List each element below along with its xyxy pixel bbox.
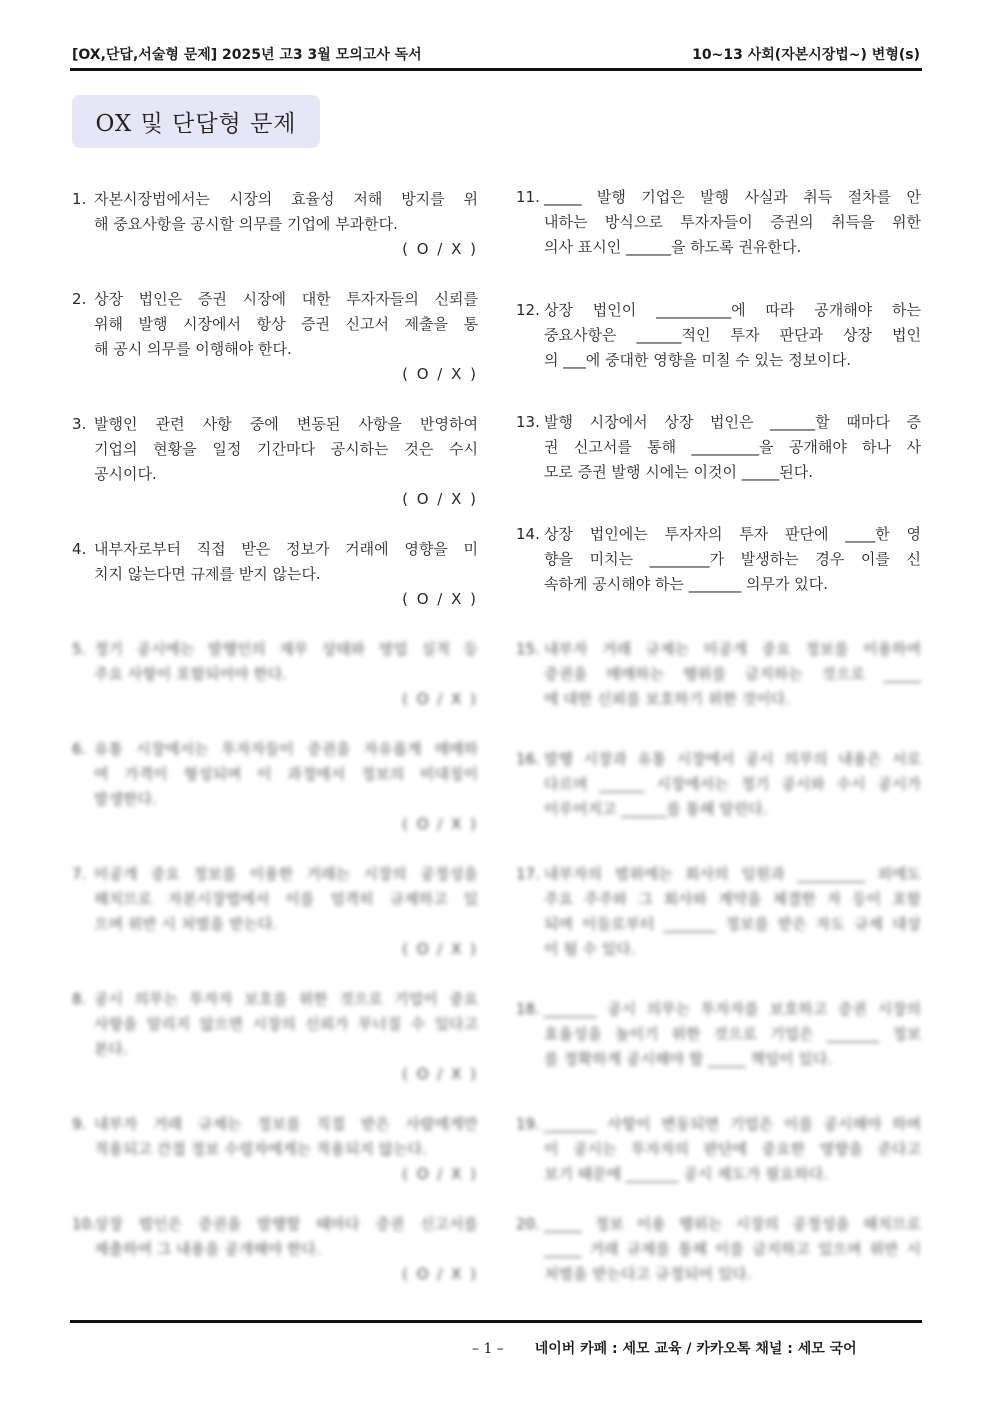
question-text-line: 에 대한 신뢰를 보호하기 위한 것이다.: [544, 690, 790, 708]
left-question-9: [72, 1112, 478, 1187]
question-number: 14.: [516, 525, 540, 543]
question-text-line: 의 ___에 중대한 영향을 미칠 수 있는 정보이다.: [544, 351, 851, 369]
question-text-line: _____ 발행 기업은 발행 사실과 취득 절차를 안: [544, 188, 921, 206]
left-question-4: [72, 537, 478, 612]
question-text-line: _______ 사항이 변동되면 기업은 이를 공시해야 하며: [544, 1115, 921, 1133]
indent: [72, 312, 94, 337]
question-text-line: 기업의 현황을 일정 기간마다 공시하는 것은 수시: [94, 440, 478, 458]
indent: [516, 460, 544, 485]
question-text-line: 정기 공시에는 발행인의 재무 상태와 영업 실적 등: [94, 640, 478, 658]
question-text-line: 중요사항은 ______적인 투자 판단과 상장 법인: [544, 326, 921, 344]
indent: [72, 787, 94, 812]
question-text-line: 치지 않는다면 규제를 받지 않는다.: [94, 565, 321, 583]
question-number: 2.: [72, 290, 87, 308]
indent: [72, 1237, 94, 1262]
left-question-3: [72, 412, 478, 512]
question-text-line: 해 중요사항을 공시할 의무를 기업에 부과한다.: [94, 215, 398, 233]
ox-answer-choice[interactable]: ( O / X ): [402, 1165, 478, 1183]
header-divider: [70, 68, 922, 71]
ox-answer-choice[interactable]: ( O / X ): [402, 815, 478, 833]
indent: [516, 547, 544, 572]
left-question-8: [72, 987, 478, 1087]
ox-answer-choice[interactable]: ( O / X ): [402, 1265, 478, 1283]
ox-answer-choice[interactable]: ( O / X ): [402, 690, 478, 708]
question-text-line: _____ 정보 이용 행위는 시장의 공정성을 해치므로: [544, 1215, 921, 1233]
question-number: 18.: [516, 1000, 540, 1018]
question-text-line: 내부자 거래 규제는 정보를 직접 받은 사람에게만: [94, 1115, 478, 1133]
right-question-2: [516, 298, 921, 373]
footer-divider: [70, 1320, 922, 1323]
question-number: 8.: [72, 990, 87, 1008]
indent: [516, 662, 544, 687]
question-text-line: 사항을 알리지 않으면 시장의 신뢰가 무너질 수 있다고: [94, 1015, 478, 1033]
question-text-line: 미공개 중요 정보를 이용한 거래는 시장의 공정성을: [94, 865, 478, 883]
right-question-7: [516, 862, 921, 962]
indent: [72, 1037, 94, 1062]
indent: [72, 437, 94, 462]
indent: [516, 435, 544, 460]
question-number: 13.: [516, 413, 540, 431]
section-title: OX 및 단답형 문제: [72, 95, 320, 148]
left-question-7: [72, 862, 478, 962]
right-question-3: [516, 410, 921, 485]
question-text-line: 발행 시장에서 상장 법인은 ______할 때마다 증: [544, 413, 921, 431]
right-question-1: [516, 185, 921, 260]
question-number: 16.: [516, 750, 540, 768]
indent: [516, 323, 544, 348]
question-text-line: 여 가격이 형성되며 이 과정에서 정보의 비대칭이: [94, 765, 478, 783]
indent: [72, 887, 94, 912]
indent: [72, 462, 94, 487]
question-text-line: 내부자의 범위에는 회사의 임원과 _________ 외에도: [544, 865, 921, 883]
question-text-line: 상장 법인은 증권 시장에 대한 투자자들의 신뢰를: [94, 290, 478, 308]
question-text-line: 위해 발행 시장에서 항상 증권 신고서 제출을 통: [94, 315, 478, 333]
question-text-line: 처벌을 받는다고 규정되어 있다.: [544, 1265, 752, 1283]
indent: [72, 1137, 94, 1162]
right-question-8: [516, 997, 921, 1072]
question-text-line: 공시 의무는 투자자 보호를 위한 것으로 기업이 중요: [94, 990, 478, 1008]
question-number: 4.: [72, 540, 87, 558]
question-text-line: 보기 때문에 _______ 공시 제도가 필요하다.: [544, 1165, 828, 1183]
right-question-4: [516, 522, 921, 597]
question-number: 10.: [72, 1215, 96, 1233]
indent: [516, 912, 544, 937]
question-text-line: 상장 법인에는 투자자의 투자 판단에 ____한 영: [544, 525, 921, 543]
indent: [516, 1047, 544, 1072]
question-text-line: 발생한다.: [94, 790, 157, 808]
question-number: 3.: [72, 415, 87, 433]
indent: [72, 662, 94, 687]
question-number: 12.: [516, 301, 540, 319]
indent: [72, 762, 94, 787]
question-text-line: 적용되고 간접 정보 수령자에게는 적용되지 않는다.: [94, 1140, 427, 1158]
question-text-line: _______ 공시 의무는 투자자를 보호하고 증권 시장의: [544, 1000, 921, 1018]
question-text-line: _____ 거래 규제를 통해 이를 금지하고 있으며 위반 시: [544, 1240, 921, 1258]
question-number: 1.: [72, 190, 87, 208]
question-text-line: 자본시장법에서는 시장의 효율성 저해 방지를 위: [94, 190, 478, 208]
question-text-line: 효율성을 높이기 위한 것으로 기업은 _______ 정보: [544, 1025, 921, 1043]
question-text-line: 으며 위반 시 처벌을 받는다.: [94, 915, 278, 933]
question-text-line: 내부자 거래 규제는 미공개 중요 정보를 이용하여: [544, 640, 921, 658]
indent: [72, 1012, 94, 1037]
question-text-line: 발행 시장과 유통 시장에서 공시 의무의 내용은 서로: [544, 750, 921, 768]
question-text-line: 공시이다.: [94, 465, 157, 483]
question-number: 6.: [72, 740, 87, 758]
question-text-line: 되며 이들로부터 _______ 정보를 받은 자도 규제 대상: [544, 915, 921, 933]
left-question-5: [72, 637, 478, 712]
right-question-9: [516, 1112, 921, 1187]
question-text-line: 증권을 매매하는 행위를 금지하는 것으로 _____: [544, 665, 921, 683]
header-subtitle: 10~13 사회(자본시장법~) 변형(s): [692, 47, 920, 63]
question-text-line: 속하게 공시해야 하는 _______ 의무가 있다.: [544, 575, 828, 593]
page-footer: [472, 1338, 922, 1358]
question-text-line: 내부자로부터 직접 받은 정보가 거래에 영향을 미: [94, 540, 478, 558]
indent: [516, 210, 544, 235]
question-text-line: 본다.: [94, 1040, 128, 1058]
question-number: 15.: [516, 640, 540, 658]
question-text-line: 주요 주주와 그 회사와 계약을 체결한 자 등이 포함: [544, 890, 921, 908]
indent: [516, 1262, 544, 1287]
question-number: 20.: [516, 1215, 540, 1233]
question-text-line: 유통 시장에서는 투자자들이 증권을 자유롭게 매매하: [94, 740, 478, 758]
question-text-line: 내하는 방식으로 투자자들이 증권의 취득을 위한: [544, 213, 921, 231]
indent: [72, 912, 94, 937]
indent: [516, 348, 544, 373]
indent: [516, 687, 544, 712]
indent: [516, 572, 544, 597]
ox-answer-choice[interactable]: ( O / X ): [402, 590, 478, 608]
indent: [516, 797, 544, 822]
question-number: 7.: [72, 865, 87, 883]
indent: [516, 1022, 544, 1047]
question-text-line: 다르며 ______ 시장에서는 정기 공시와 수시 공시가: [544, 775, 921, 793]
left-question-1: [72, 187, 478, 262]
question-text-line: 이 공시는 투자자의 판단에 중요한 영향을 준다고: [544, 1140, 921, 1158]
indent: [516, 772, 544, 797]
question-number: 17.: [516, 865, 540, 883]
question-number: 5.: [72, 640, 87, 658]
question-text-line: 상장 법인은 증권을 발행할 때마다 증권 신고서를: [94, 1215, 478, 1233]
question-text-line: 권 신고서를 통해 _________을 공개해야 하나 사: [544, 438, 921, 456]
indent: [516, 1137, 544, 1162]
indent: [72, 337, 94, 362]
indent: [516, 235, 544, 260]
ox-answer-choice[interactable]: ( O / X ): [402, 940, 478, 958]
question-text-line: 이루어지고 ______를 통해 알린다.: [544, 800, 768, 818]
header-title: [OX,단답,서술형 문제] 2025년 고3 3월 모의고사 독서: [72, 47, 422, 63]
indent: [516, 1162, 544, 1187]
indent: [72, 212, 94, 237]
ox-answer-choice[interactable]: ( O / X ): [402, 365, 478, 383]
right-question-6: [516, 747, 921, 822]
indent: [516, 937, 544, 962]
left-question-10: [72, 1212, 478, 1287]
question-text-line: 상장 법인이 __________에 따라 공개해야 하는: [544, 301, 921, 319]
question-text-line: 제출하여 그 내용을 공개해야 한다.: [94, 1240, 321, 1258]
question-text-line: 주요 사항이 포함되어야 한다.: [94, 665, 287, 683]
page-number: – 1 –: [472, 1341, 504, 1357]
question-number: 19.: [516, 1115, 540, 1133]
indent: [516, 1237, 544, 1262]
question-text-line: 해 공시 의무를 이행해야 한다.: [94, 340, 292, 358]
question-text-line: 이 될 수 있다.: [544, 940, 636, 958]
question-number: 9.: [72, 1115, 87, 1133]
ox-answer-choice[interactable]: ( O / X ): [402, 240, 478, 258]
indent: [72, 562, 94, 587]
footer-text: 네이버 카페 : 세모 교육 / 카카오톡 채널 : 세모 국어: [534, 1341, 857, 1357]
question-text-line: 해치므로 자본시장법에서 이를 엄격히 규제하고 있: [94, 890, 478, 908]
ox-answer-choice[interactable]: ( O / X ): [402, 1065, 478, 1083]
question-number: 11.: [516, 188, 540, 206]
right-question-10: [516, 1212, 921, 1287]
right-question-5: [516, 637, 921, 712]
question-text-line: 모로 증권 발행 시에는 이것이 _____된다.: [544, 463, 813, 481]
page-header: [72, 44, 920, 66]
question-text-line: 의사 표시인 ______을 하도록 권유한다.: [544, 238, 802, 256]
left-question-6: [72, 737, 478, 837]
left-question-2: [72, 287, 478, 387]
indent: [516, 887, 544, 912]
question-text-line: 를 정확하게 공시해야 할 _____ 책임이 있다.: [544, 1050, 833, 1068]
question-text-line: 향을 미치는 ________가 발생하는 경우 이를 신: [544, 550, 921, 568]
question-text-line: 발행인 관련 사항 중에 변동된 사항을 반영하여: [94, 415, 478, 433]
ox-answer-choice[interactable]: ( O / X ): [402, 490, 478, 508]
